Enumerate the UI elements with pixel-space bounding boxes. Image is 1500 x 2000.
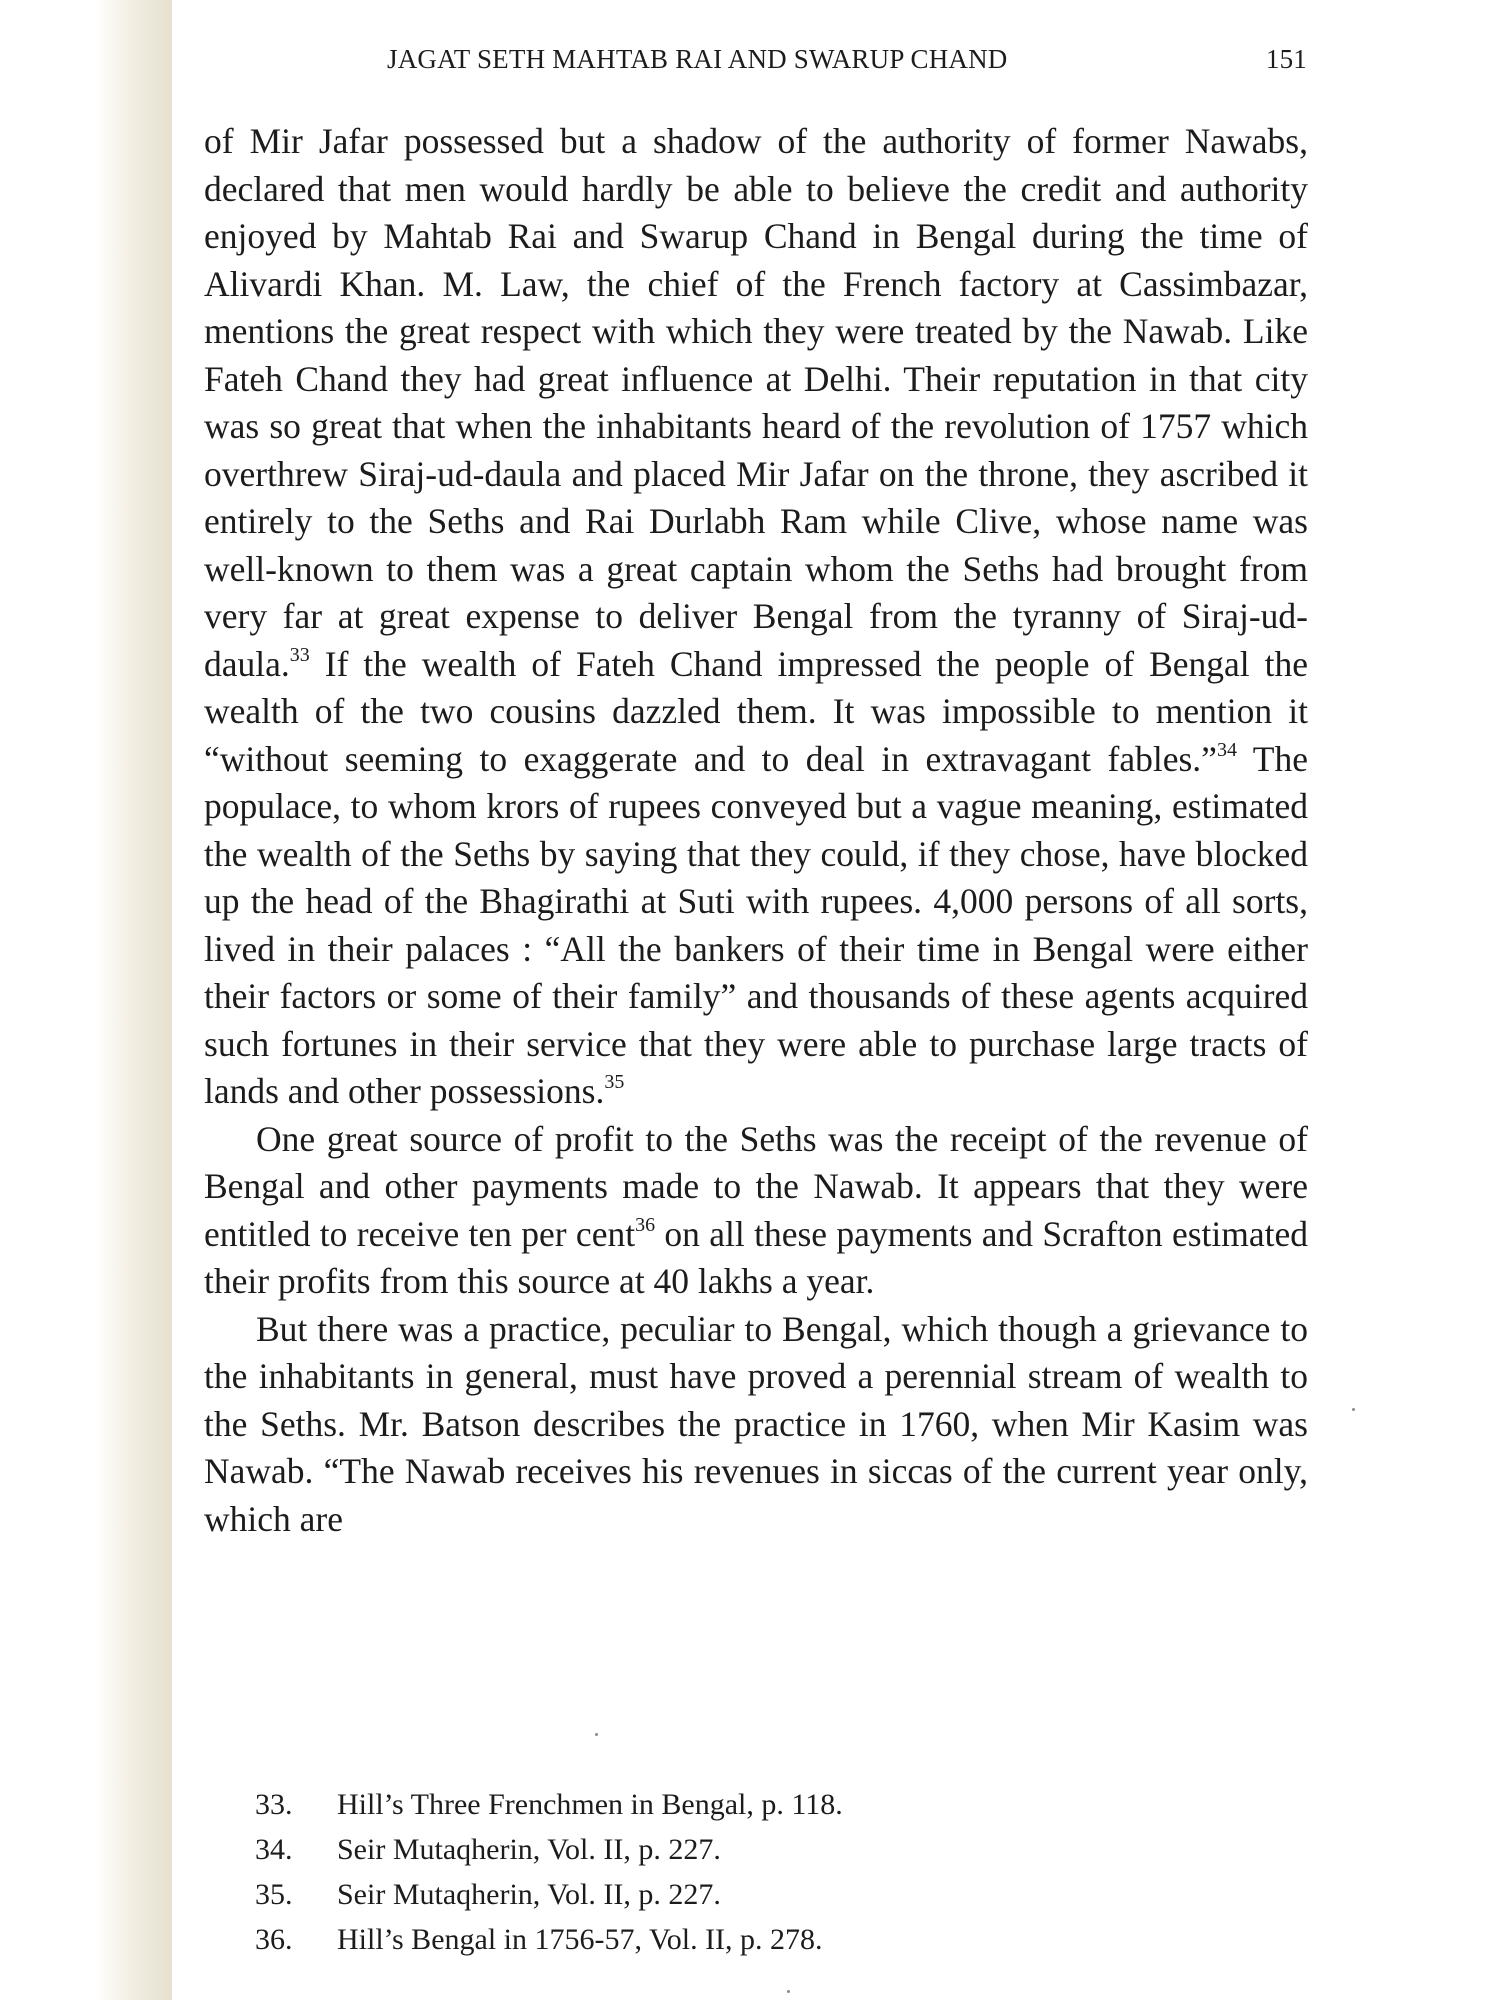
footnote-number: 35. <box>255 1878 293 1911</box>
footnote-text: Seir Mutaqherin, Vol. II, p. 227. <box>337 1833 721 1866</box>
footnote-item <box>255 1872 1155 1917</box>
paper-speck <box>595 1733 598 1736</box>
page-number: 151 <box>1265 44 1307 74</box>
paper-speck <box>1352 1408 1355 1411</box>
footnote-ref-35: 35 <box>604 1071 625 1093</box>
footnote-number: 34. <box>255 1833 293 1866</box>
paper-speck <box>787 1990 790 1993</box>
paragraph-2 <box>204 1116 1308 1306</box>
paragraph-2-part-a: One great source of profit to the Seths was the receipt of the revenue of Bengal and other payments made to the Nawab. It appears that they were entitled to receive ten per cent <box>204 1118 1308 1254</box>
paragraph-1 <box>204 118 1308 1116</box>
paragraph-1-part-b: If the wealth of Fateh Chand impressed the people of Bengal the wealth of the two cousins dazzled them. It was impossible to mention it “without seeming to exaggerate and to deal in extravagant fables.” <box>204 643 1308 779</box>
footnote-item <box>255 1827 1155 1872</box>
paragraph-1-part-c: The populace, to whom krors of rupees conveyed but a vague meaning, estimated the wealth of the Seths by saying that they could, if they chose, have blocked up the head of the Bhagirathi at Suti with rupees. 4,000 persons of all sorts, lived in their palaces : “All the bankers of their time in Bengal were either their factors or some of their family” and thousands of these agents acquired such fortunes in their service that they were able to purchase large tracts of lands and other possessions. <box>204 738 1308 1111</box>
running-title: JAGAT SETH MAHTAB RAI AND SWARUP CHAND <box>387 44 1008 74</box>
footnote-item <box>255 1917 1155 1962</box>
footnote-number: 36. <box>255 1923 293 1956</box>
footnote-ref-34: 34 <box>1216 738 1237 761</box>
footnote-item <box>255 1782 1155 1827</box>
footnote-text: Seir Mutaqherin, Vol. II, p. 227. <box>337 1878 721 1911</box>
body-text <box>204 118 1308 1543</box>
footnote-ref-33: 33 <box>289 643 310 666</box>
footnote-ref-36: 36 <box>635 1213 656 1236</box>
footnote-number: 33. <box>255 1788 293 1821</box>
page-header <box>387 44 1307 84</box>
paragraph-1-part-a: of Mir Jafar possessed but a shadow of the authority of former Nawabs, declared that men would hardly be able to believe the credit and authority enjoyed by Mahtab Rai and Swarup Chand in Bengal during the time of Alivardi Khan. M. Law, the chief of the French factory at Cassimbazar, mentions the great respect with which they were treated by the Nawab. Like Fateh Chand they had great influence at Delhi. Their reputation in that city was so great that when the inhabitants heard of the revolution of 1757 which overthrew Siraj-ud-daula and placed Mir Jafar on the throne, they ascribed it entirely to the Seths and Rai Durlabh Ram while Clive, whose name was well-known to them was a great captain whom the Seths had brought from very far at great expense to deliver Bengal from the tyranny of Siraj-ud-daula. <box>204 121 1308 684</box>
footnote-text: Hill’s Bengal in 1756-57, Vol. II, p. 278. <box>337 1923 823 1956</box>
paragraph-3: But there was a practice, peculiar to Bengal, which though a grievance to the inhabitants in general, must have proved a perennial stream of wealth to the Seths. Mr. Batson describes the practice in 1760, when Mir Kasim was Nawab. “The Nawab receives his revenues in siccas of the current year only, which are <box>204 1308 1308 1539</box>
footnote-text: Hill’s Three Frenchmen in Bengal, p. 118. <box>337 1788 843 1821</box>
book-gutter-shadow <box>0 0 172 2000</box>
paragraph-2-part-b: on all these payments and Scrafton estimated their profits from this source at 40 lakhs a year. <box>204 1213 1308 1301</box>
footnotes <box>255 1782 1155 1962</box>
